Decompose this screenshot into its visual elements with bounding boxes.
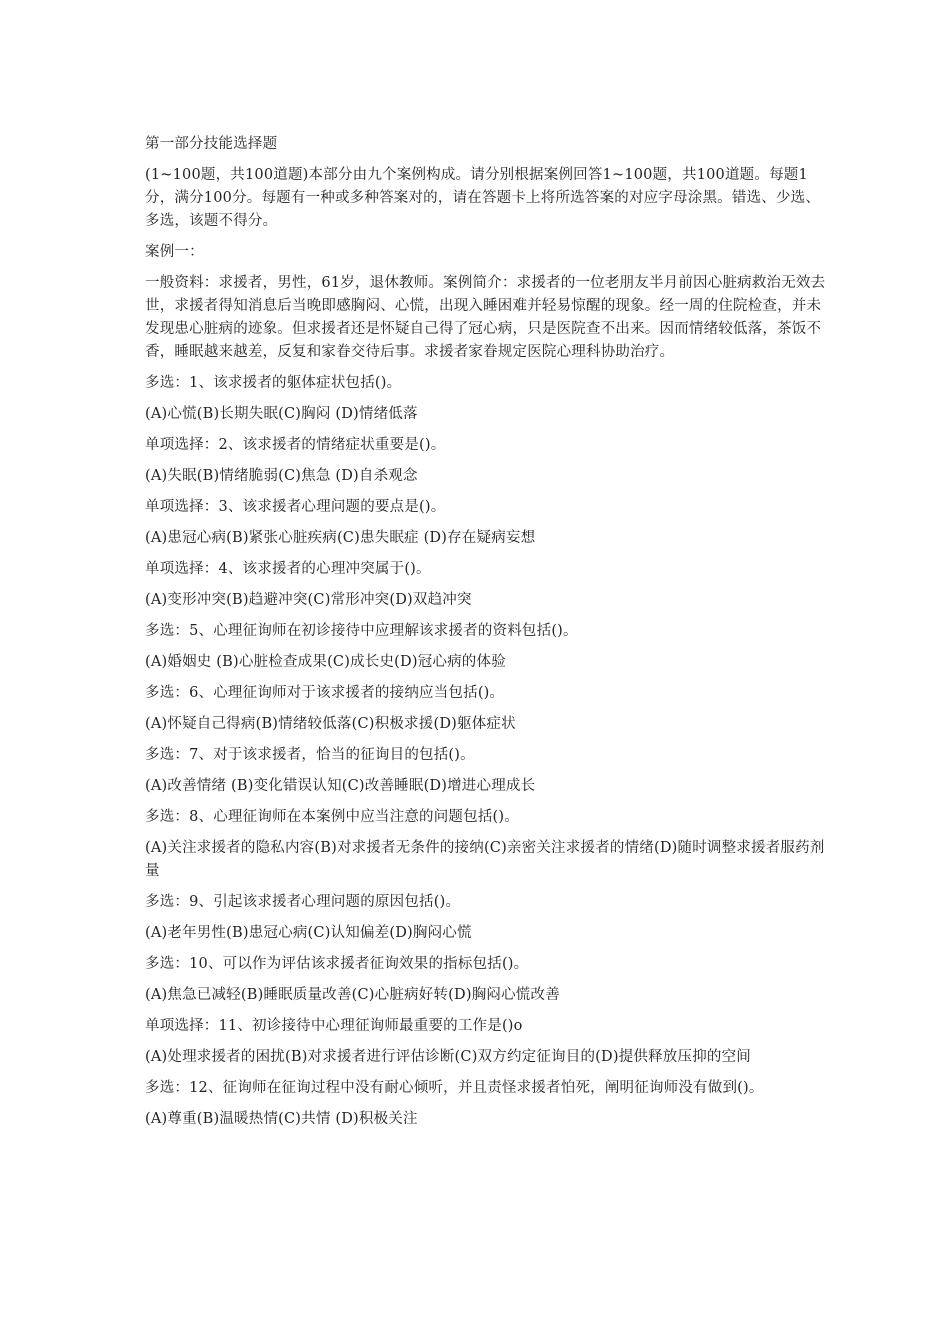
options-4: (A)变形冲突(B)趋避冲突(C)常形冲突(D)双趋冲突 xyxy=(145,592,472,608)
question-8: 多选：8、心理征询师在本案例中应当注意的问题包括()。 xyxy=(145,809,519,825)
question-1: 多选：1、该求援者的躯体症状包括()。 xyxy=(145,375,402,391)
question-3: 单项选择：3、该求援者心理问题的要点是()。 xyxy=(145,499,446,515)
question-4: 单项选择：4、该求援者的心理冲突属于()。 xyxy=(145,561,431,577)
question-10: 多选：10、可以作为评估该求援者征询效果的指标包括()。 xyxy=(145,956,529,972)
options-12: (A)尊重(B)温暖热情(C)共情 (D)积极关注 xyxy=(145,1111,418,1127)
options-10: (A)焦急已减轻(B)睡眠质量改善(C)心脏病好转(D)胸闷心慌改善 xyxy=(145,987,560,1003)
instructions-paragraph: (1~100题，共100道题)本部分由九个案例构成。请分别根据案例回答1~100题，共100道题。每题1分，满分100分。每题有一种或多种答案对的，请在答题卡上将所选答案的对应字母涂黑。错选、少选、多选，该题不得分。 xyxy=(145,167,821,229)
options-1: (A)心慌(B)长期失眠(C)胸闷 (D)情绪低落 xyxy=(145,406,418,422)
question-7: 多选：7、对于该求援者，恰当的征询目的包括()。 xyxy=(145,747,475,763)
question-2: 单项选择：2、该求援者的情绪症状重要是()。 xyxy=(145,437,446,453)
question-6: 多选：6、心理征询师对于该求援者的接纳应当包括()。 xyxy=(145,685,505,701)
case-title: 案例一： xyxy=(145,244,204,260)
options-6: (A)怀疑自己得病(B)情绪较低落(C)积极求援(D)躯体症状 xyxy=(145,716,516,732)
options-7: (A)改善情绪 (B)变化错误认知(C)改善睡眠(D)增进心理成长 xyxy=(145,778,536,794)
case-description: 一般资料：求援者，男性，61岁，退休教师。案例简介：求援者的一位老朋友半月前因心脏病救治无效去世，求援者得知消息后当晚即感胸闷、心慌，出现入睡困难并轻易惊醒的现象。经一周的住院检查，并未发现患心脏病的迹象。但求援者还是怀疑自己得了冠心病，只是医院查不出来。因而情绪较低落，茶饭不香，睡眠越来越差，反复和家眷交待后事。求援者家眷规定医院心理科协助治疗。 xyxy=(145,275,826,360)
section-title: 第一部分技能选择题 xyxy=(145,136,278,152)
question-12: 多选：12、征询师在征询过程中没有耐心倾听，并且责怪求援者怕死，阐明征询师没有做到()。 xyxy=(145,1080,764,1096)
options-9: (A)老年男性(B)患冠心病(C)认知偏差(D)胸闷心慌 xyxy=(145,925,472,941)
options-3: (A)患冠心病(B)紧张心脏疾病(C)患失眠症 (D)存在疑病妄想 xyxy=(145,530,536,546)
question-11: 单项选择：11、初诊接待中心理征询师最重要的工作是()o xyxy=(145,1018,523,1034)
options-5: (A)婚姻史 (B)心脏检查成果(C)成长史(D)冠心病的体验 xyxy=(145,654,506,670)
options-11: (A)处理求援者的困扰(B)对求援者进行评估诊断(C)双方约定征询目的(D)提供释放压抑的空间 xyxy=(145,1049,751,1065)
options-2: (A)失眠(B)情绪脆弱(C)焦急 (D)自杀观念 xyxy=(145,468,418,484)
question-9: 多选：9、引起该求援者心理问题的原因包括()。 xyxy=(145,894,461,910)
options-8: (A)关注求援者的隐私内容(B)对求援者无条件的接纳(C)亲密关注求援者的情绪(D)随时调整求援者服药剂量 xyxy=(145,840,825,879)
question-5: 多选：5、心理征询师在初诊接待中应理解该求援者的资料包括()。 xyxy=(145,623,578,639)
